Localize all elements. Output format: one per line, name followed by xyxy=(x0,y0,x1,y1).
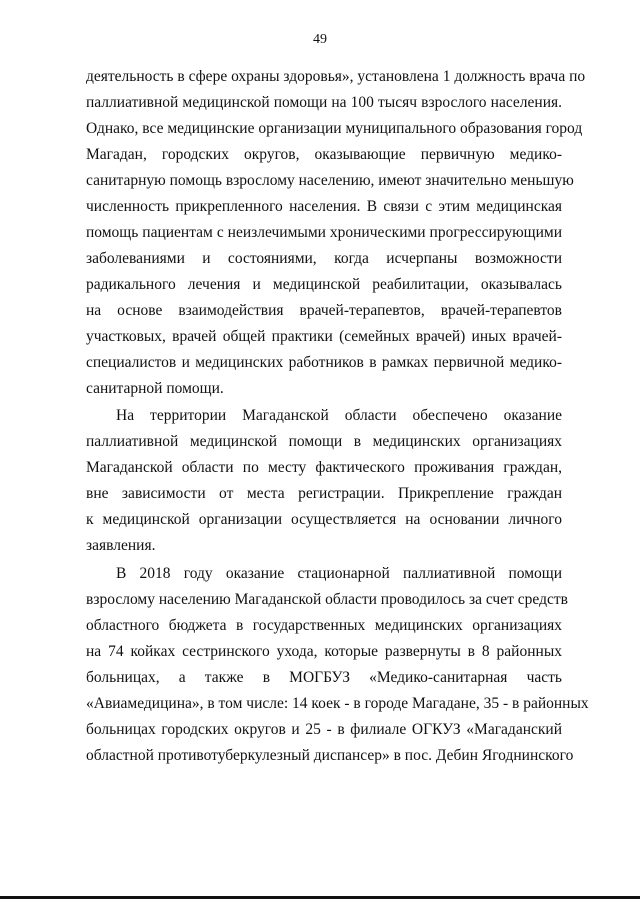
paragraph-2 xyxy=(86,403,562,559)
text-line: радикального лечения и медицинской реабилитации, оказывалась xyxy=(86,276,562,293)
text-line: областного бюджета в государственных медицинских организациях xyxy=(86,617,562,634)
text-line: Магаданской области по месту фактического проживания граждан, xyxy=(86,459,562,476)
text-line: деятельность в сфере охраны здоровья», установлена 1 должность врача по xyxy=(86,68,586,85)
text-line: На территории Магаданской области обеспечено оказание xyxy=(116,407,562,424)
text-line: больницах городских округов и 25 - в филиале ОГКУЗ «Магаданский xyxy=(86,721,562,738)
text-line: на основе взаимодействия врачей-терапевтов, врачей-терапевтов xyxy=(86,302,562,319)
bottom-edge-rule xyxy=(0,896,640,899)
text-line: областной противотуберкулезный диспансер» в пос. Дебин Ягоднинского xyxy=(86,747,574,764)
text-line: вне зависимости от места регистрации. Прикрепление граждан xyxy=(86,485,562,502)
text-line: паллиативной медицинской помощи на 100 тысяч взрослого населения. xyxy=(86,94,562,111)
text-line: санитарной помощи. xyxy=(86,380,224,397)
text-line: паллиативной медицинской помощи в медицинских организациях xyxy=(86,433,562,450)
text-line: заявления. xyxy=(86,537,156,554)
text-line: численность прикрепленного населения. В связи с этим медицинская xyxy=(86,198,562,215)
text-line: участковых, врачей общей практики (семейных врачей) иных врачей- xyxy=(86,328,562,345)
text-line: больницах, а также в МОГБУЗ «Медико-санитарная часть xyxy=(86,669,562,686)
text-line: на 74 койках сестринского ухода, которые развернуты в 8 районных xyxy=(86,643,562,660)
text-line: заболеваниями и состояниями, когда исчерпаны возможности xyxy=(86,250,562,267)
text-line: специалистов и медицинских работников в рамках первичной медико- xyxy=(86,354,562,371)
text-line: санитарную помощь взрослому населению, имеют значительно меньшую xyxy=(86,172,574,189)
text-line: помощь пациентам с неизлечимыми хроническими прогрессирующими xyxy=(86,224,562,241)
text-line: к медицинской организации осуществляется на основании личного xyxy=(86,511,562,528)
text-line: Магадан, городских округов, оказывающие первичную медико- xyxy=(86,146,562,163)
text-line: В 2018 году оказание стационарной паллиативной помощи xyxy=(116,565,562,582)
paragraph-1 xyxy=(86,64,586,402)
paragraph-3 xyxy=(86,561,589,769)
text-line: взрослому населению Магаданской области проводилось за счет средств xyxy=(86,591,568,608)
text-line: «Авиамедицина», в том числе: 14 коек - в городе Магадане, 35 - в районных xyxy=(86,695,589,712)
page-number: 49 xyxy=(313,32,327,47)
text-line: Однако, все медицинские организации муниципального образования город xyxy=(86,120,583,137)
